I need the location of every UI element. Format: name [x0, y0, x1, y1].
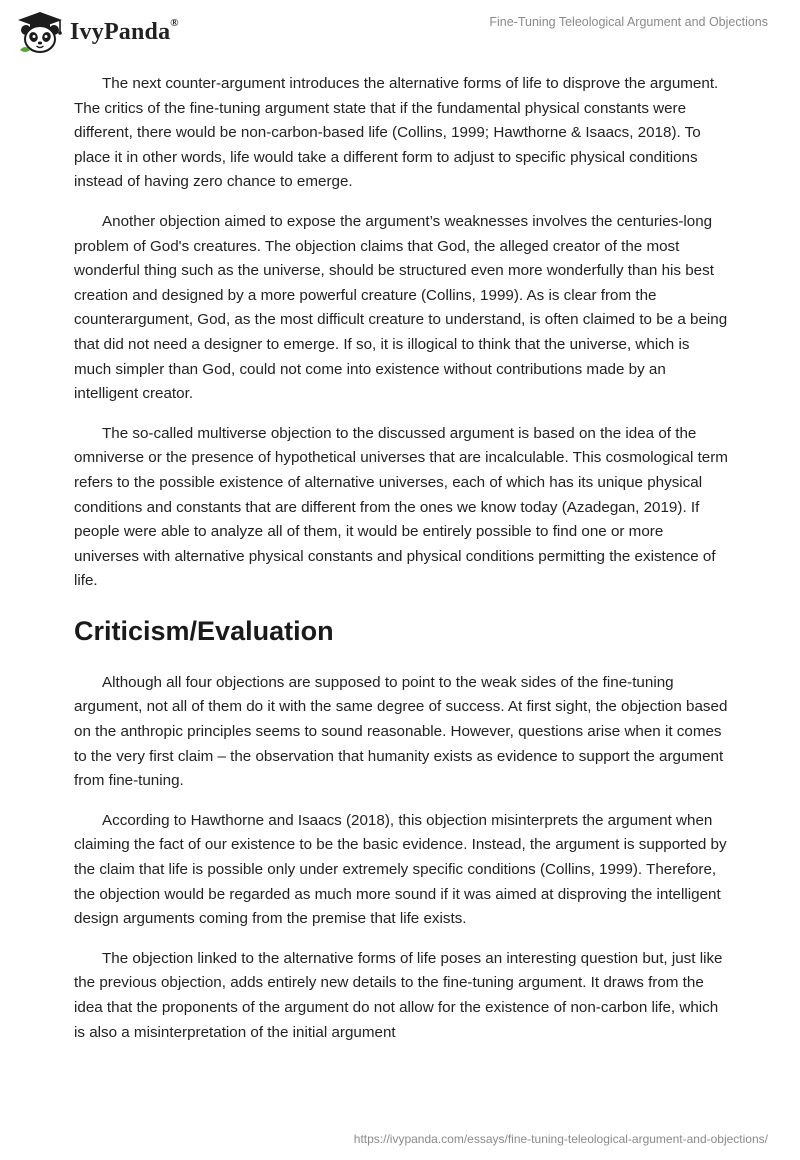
paragraph: The so-called multiverse objection to the discussed argument is based on the idea of the omniverse or the presence of hypothetical universes that are incalculable. This cosmological term refers to the possible existence of alternative universes, each of which has its unique physical conditions and constants that are different from the ones we know today (Azadegan, 2019). If people were able to analyze all of them, it would be entirely possible to find one or more universes with alternative physical constants and physical conditions permitting the existence of life.: [74, 424, 728, 590]
panda-graduate-icon: [16, 10, 64, 54]
source-url[interactable]: https://ivypanda.com/essays/fine-tuning-teleological-argument-and-objections/: [353, 1132, 768, 1146]
logo-text: IvyPanda: [70, 18, 171, 45]
paragraph: The objection linked to the alternative forms of life poses an interesting question but, just like the previous objection, adds entirely new details to the fine-tuning argument. It draws from the idea that the proponents of the argument do not allow for the existence of non-carbon life, which is also a misinterpretation of the initial argument: [74, 949, 723, 1041]
essay-body: [74, 72, 728, 1060]
paragraph: The next counter-argument introduces the alternative forms of life to disprove the argument. The critics of the fine-tuning argument state that if the fundamental physical constants were different, there would be non-carbon-based life (Collins, 1999; Hawthorne & Isaacs, 2018). To place it in other words, life would take a different form to adjust to specific physical conditions instead of having zero chance to emerge.: [74, 75, 719, 191]
paragraph: According to Hawthorne and Isaacs (2018), this objection misinterprets the argument when claiming the fact of our existence to be the basic evidence. Instead, the argument is supported by the claim that life is possible only under extremely specific conditions (Collins, 1999). Therefore, the objection would be regarded as much more sound if it was aimed at disproving the intelligent design arguments coming from the premise that life exists.: [74, 811, 727, 928]
registered-mark: ®: [170, 16, 179, 29]
page-header: [0, 0, 800, 70]
logo-wordmark: [70, 16, 179, 46]
paragraph: Although all four objections are supposed to point to the weak sides of the fine-tuning argument, not all of them do it with the same degree of success. At first sight, the objection based on the anthropic principles seems to sound reasonable. However, questions arise when it comes to the very first claim – the observation that humanity exists as evidence to support the argument from fine-tuning.: [74, 673, 728, 790]
section-heading: Criticism/Evaluation: [74, 615, 334, 646]
document-title: Fine-Tuning Teleological Argument and Objections: [489, 15, 768, 29]
paragraph: Another objection aimed to expose the argument’s weaknesses involves the centuries-long problem of God's creatures. The objection claims that God, the alleged creator of the most wonderful thing such as the universe, should be structured even more wonderfully than his best creation and designed by a more powerful creature (Collins, 1999). As is clear from the counterargument, God, as the most difficult creature to understand, is often claimed to be a being that did not need a designer to emerge. If so, it is illogical to think that the universe, which is much simpler than God, could not come into existence without contributions made by an intelligent creator.: [74, 212, 728, 403]
ivypanda-logo[interactable]: [16, 10, 179, 54]
